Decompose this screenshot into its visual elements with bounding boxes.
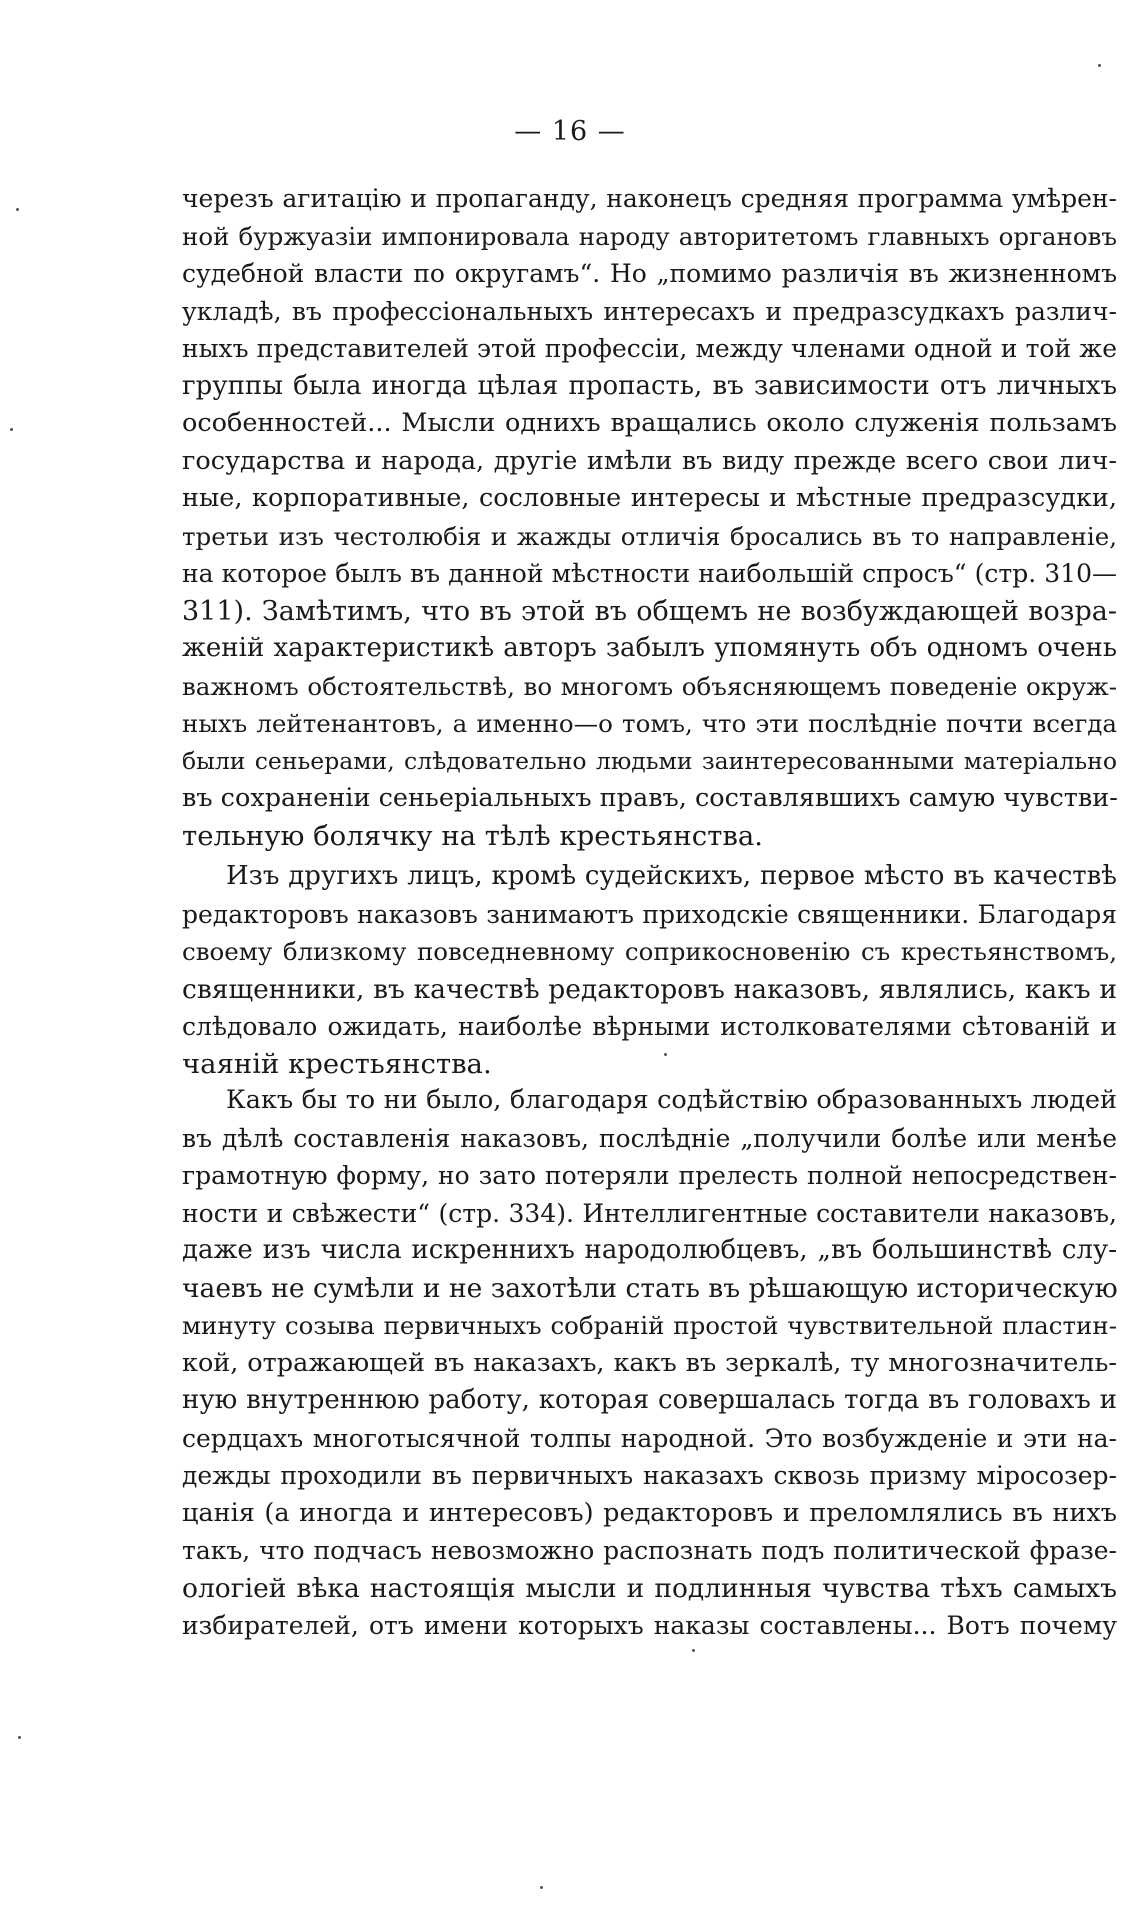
text-line: своему близкому повседневному соприкосновенію съ крестьянствомъ,	[182, 937, 1117, 966]
text-line: дежды проходили въ первичныхъ наказахъ сквозь призму міросозер-	[182, 1461, 1117, 1490]
text-line: 311). Замѣтимъ, что въ этой въ общемъ не возбуждающей возра-	[182, 595, 1117, 627]
text-line: минуту созыва первичныхъ собраній простой чувствительной пластин-	[182, 1311, 1117, 1340]
text-line: тельную болячку на тѣлѣ крестьянства.	[182, 819, 763, 852]
text-line: редакторовъ наказовъ занимаютъ приходскіе священники. Благодаря	[182, 899, 1117, 929]
text-line: третьи изъ честолюбія и жажды отличія бросались въ то направленіе,	[182, 521, 1117, 551]
text-line: сердцахъ многотысячной толпы народной. Это возбужденіе и эти на-	[182, 1423, 1117, 1453]
text-line: ные, корпоративные, сословные интересы и мѣстные предразсудки,	[182, 483, 1117, 513]
text-line: Какъ бы то ни было, благодаря содѣйствію образованныхъ людей	[226, 1085, 1117, 1115]
text-line: особенностей... Мысли однихъ вращались около служенія пользамъ	[182, 408, 1117, 438]
text-line: на которое былъ въ данной мѣстности наибольшій спросъ“ (стр. 310—	[182, 559, 1117, 588]
text-line: кой, отражающей въ наказахъ, какъ въ зеркалѣ, ту многозначитель-	[182, 1347, 1117, 1378]
text-line: цанія (а иногда и интересовъ) редакторовъ и преломлялись въ нихъ	[182, 1497, 1117, 1528]
text-line: слѣдовало ожидать, наиболѣе вѣрными истолкователями сѣтованій и	[182, 1012, 1117, 1041]
text-line: такъ, что подчасъ невозможно распознать подъ политической фразе-	[182, 1536, 1117, 1565]
page-number: — 16 —	[514, 116, 626, 147]
text-line: священники, въ качествѣ редакторовъ наказовъ, являлись, какъ и	[182, 973, 1117, 1005]
paragraph-3	[182, 1082, 1117, 1645]
paragraph-2	[182, 858, 1117, 1083]
scan-speck	[18, 1736, 21, 1739]
text-line: были сеньерами, слѣдовательно людьми заинтересованными матеріально	[182, 746, 1117, 775]
text-line: въ сохраненіи сеньеріальныхъ правъ, составлявшихъ самую чувстви-	[182, 783, 1118, 813]
text-line: ныхъ лейтенантовъ, а именно—о томъ, что эти послѣдніе почти всегда	[182, 709, 1117, 738]
text-line: Изъ другихъ лицъ, кромѣ судейскихъ, первое мѣсто въ качествѣ	[226, 861, 1117, 891]
text-line: ныхъ представителей этой профессіи, между членами одной и той же	[182, 334, 1117, 363]
text-line: ологіей вѣка настоящія мысли и подлинныя чувства тѣхъ самыхъ	[182, 1572, 1117, 1604]
scan-speck	[16, 208, 19, 211]
text-line: въ дѣлѣ составленія наказовъ, послѣдніе „получили болѣе или менѣе	[182, 1123, 1117, 1153]
text-line: важномъ обстоятельствѣ, во многомъ объясняющемъ поведеніе окруж-	[182, 671, 1117, 701]
text-line: чаяній крестьянства.	[182, 1047, 492, 1080]
text-line: избирателей, отъ имени которыхъ наказы составлены... Вотъ почему	[182, 1611, 1117, 1640]
text-line: даже изъ числа искреннихъ народолюбцевъ, „въ большинствѣ слу-	[182, 1235, 1117, 1265]
text-line: грамотную форму, но зато потеряли прелесть полной непосредствен-	[182, 1161, 1117, 1190]
scan-speck	[692, 1649, 695, 1652]
text-line: судебной власти по округамъ“. Но „помимо различія въ жизненномъ	[182, 259, 1117, 288]
scan-speck	[540, 1886, 543, 1889]
scan-speck	[1098, 64, 1101, 67]
text-line: ной буржуазіи импонировала народу авторитетомъ главныхъ органовъ	[182, 221, 1117, 251]
text-line: укладѣ, въ профессіональныхъ интересахъ и предразсудкахъ различ-	[182, 296, 1117, 326]
text-line: группы была иногда цѣлая пропасть, въ зависимости отъ личныхъ	[182, 370, 1117, 401]
text-line: ности и свѣжести“ (стр. 334). Интеллигентные составители наказовъ,	[182, 1198, 1117, 1228]
text-line: ную внутреннюю работу, которая совершалась тогда въ головахъ и	[182, 1385, 1117, 1415]
scan-speck	[664, 1053, 667, 1056]
text-line: черезъ агитацію и пропаганду, наконецъ средняя программа умѣрен-	[182, 184, 1117, 213]
text-line: государства и народа, другіе имѣли въ виду прежде всего свои лич-	[182, 445, 1117, 476]
scan-speck	[10, 428, 13, 431]
text-line: женій характеристикѣ авторъ забылъ упомянуть объ одномъ очень	[182, 633, 1117, 663]
text-line: чаевъ не сумѣли и не захотѣли стать въ рѣшающую историческую	[182, 1272, 1118, 1304]
paragraph-1	[182, 180, 1117, 855]
